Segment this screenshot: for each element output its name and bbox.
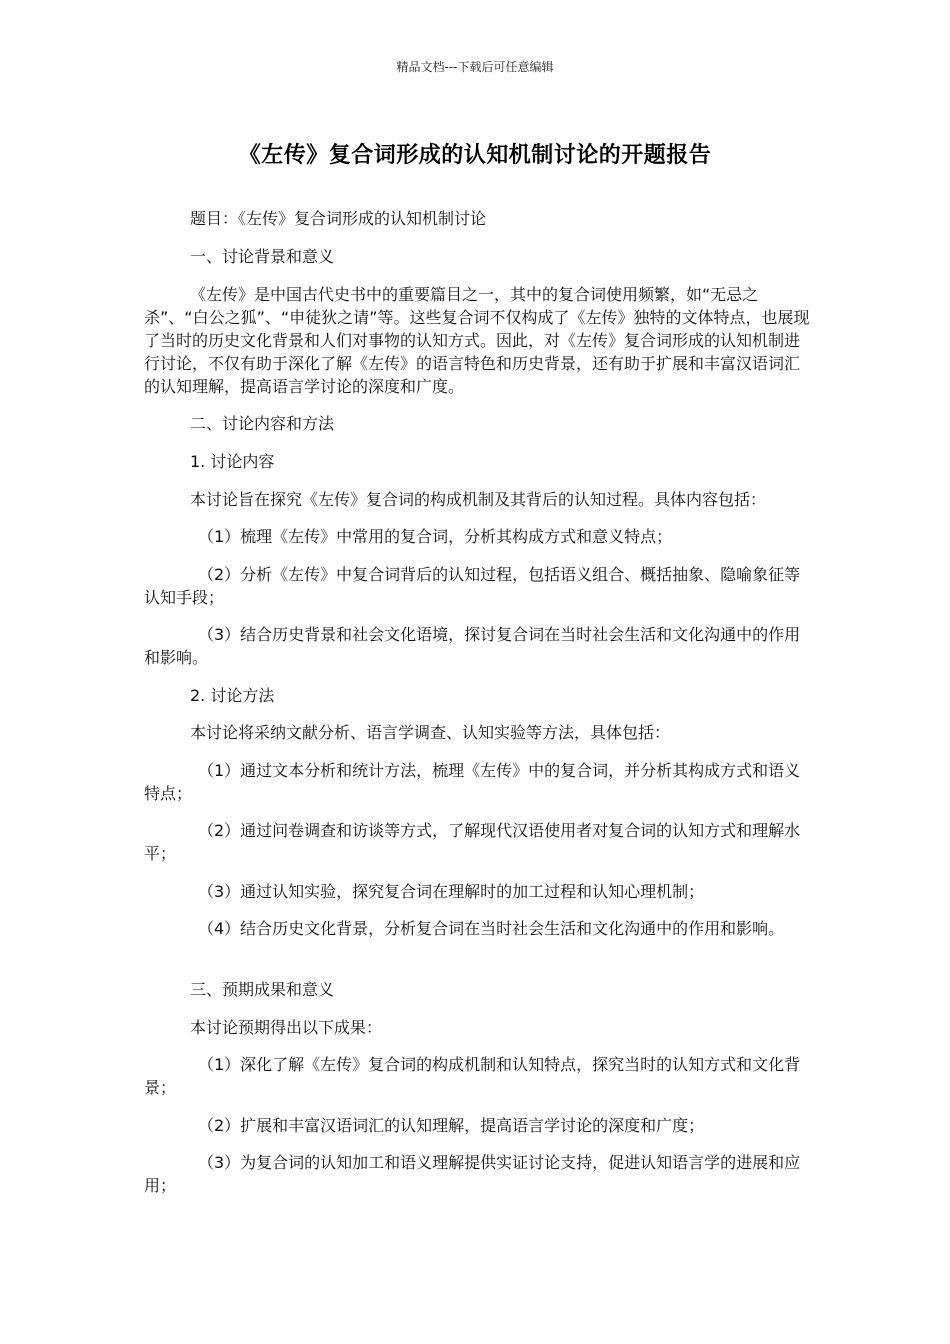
sub1-item-3-block [144, 623, 814, 669]
page-header: 精品文档---下载后可任意编辑 [396, 60, 554, 74]
section2-heading-block [144, 412, 814, 435]
section1-heading-block [144, 245, 814, 268]
topic-line [144, 207, 814, 230]
sub2-heading: 2. 讨论方法 [190, 686, 275, 705]
section3-heading: 三、预期成果和意义 [190, 980, 335, 999]
list-item: （2）分析《左传》中复合词背后的认知过程，包括语义组合、概括抽象、隐喻象征等认知手段； [144, 565, 801, 607]
sub2-item-4-block [144, 917, 814, 940]
section1-paragraph-block [144, 283, 814, 398]
section3-intro-block [144, 1016, 814, 1039]
sub2-intro: 本讨论将采纳文献分析、语言学调查、认知实验等方法，具体包括： [190, 723, 671, 742]
document-title: 《左传》复合词形成的认知机制讨论的开题报告 [238, 143, 712, 168]
sub2-intro-block [144, 721, 814, 744]
sub1-item-1-block [144, 525, 814, 548]
topic-text: 题目：《左传》复合词形成的认知机制讨论 [190, 209, 487, 228]
section3-heading-block [144, 978, 814, 1001]
section3-item-3-block [144, 1151, 814, 1197]
section3-item-2-block [144, 1114, 814, 1137]
section1-heading: 一、讨论背景和意义 [190, 247, 335, 266]
list-item: （1）梳理《左传》中常用的复合词，分析其构成方式和意义特点； [198, 527, 673, 546]
section2-heading: 二、讨论内容和方法 [190, 414, 335, 433]
section1-paragraph: 《左传》是中国古代史书中的重要篇目之一，其中的复合词使用频繁，如“无忌之杀”、“白公之狐”、“申徒狄之请”等。这些复合词不仅构成了《左传》独特的文体特点，也展现了当时的历史文化背景和人们对事物的认知方式。因此，对《左传》复合词形成的认知机制进行讨论，不仅有助于深化了解《左传》的语言特色和历史背景，还有助于扩展和丰富汉语词汇的认知理解，提高语言学讨论的深度和广度。 [144, 285, 810, 396]
sub2-item-1-block [144, 759, 814, 805]
sub1-item-2-block [144, 563, 814, 609]
list-item: （2）扩展和丰富汉语词汇的认知理解，提高语言学讨论的深度和广度； [198, 1116, 705, 1135]
list-item: （3）通过认知实验，探究复合词在理解时的加工过程和认知心理机制； [198, 882, 705, 901]
list-item: （3）为复合词的认知加工和语义理解提供实证讨论支持，促进认知语言学的进展和应用； [144, 1153, 801, 1195]
sub1-heading-block [144, 450, 814, 473]
section3-intro: 本讨论预期得出以下成果： [190, 1018, 383, 1037]
sub1-intro-block [144, 488, 814, 511]
sub2-item-2-block [144, 819, 814, 865]
sub1-heading: 1. 讨论内容 [190, 452, 275, 471]
list-item: （3）结合历史背景和社会文化语境，探讨复合词在当时社会生活和文化沟通中的作用和影响。 [144, 625, 801, 667]
list-item: （2）通过问卷调查和访谈等方式，了解现代汉语使用者对复合词的认知方式和理解水平； [144, 821, 801, 863]
sub2-item-3-block [144, 880, 814, 903]
section3-item-1-block [144, 1053, 814, 1099]
sub1-intro: 本讨论旨在探究《左传》复合词的构成机制及其背后的认知过程。具体内容包括： [190, 490, 767, 509]
list-item: （1）深化了解《左传》复合词的构成机制和认知特点，探究当时的认知方式和文化背景； [144, 1055, 801, 1097]
list-item: （4）结合历史文化背景，分析复合词在当时社会生活和文化沟通中的作用和影响。 [198, 919, 785, 938]
list-item: （1）通过文本分析和统计方法，梳理《左传》中的复合词，并分析其构成方式和语义特点； [144, 761, 801, 803]
sub2-heading-block [144, 684, 814, 707]
